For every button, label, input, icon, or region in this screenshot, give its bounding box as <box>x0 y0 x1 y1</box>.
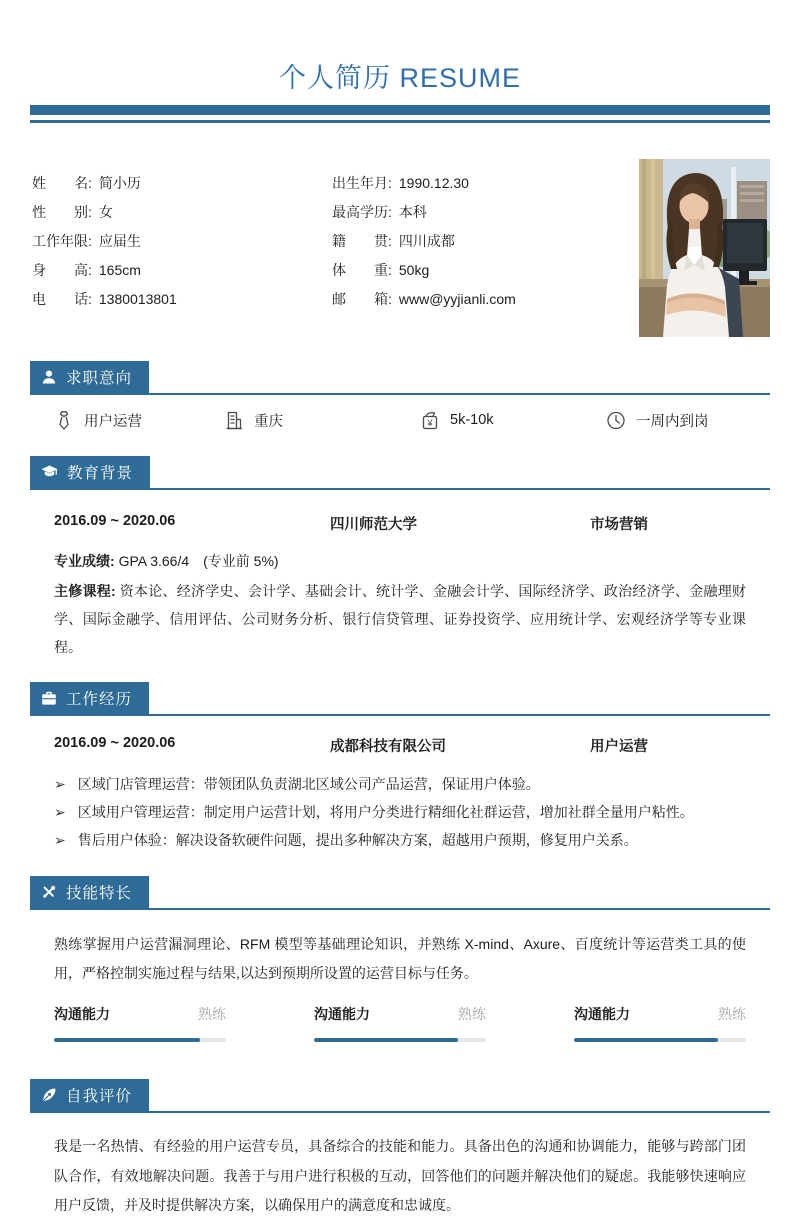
field-experience-years <box>32 227 332 256</box>
gpa-value: GPA 3.66/4 (专业前 5%) <box>118 552 279 569</box>
field-email-label: 邮 箱: <box>332 290 392 307</box>
personal-info <box>32 169 770 337</box>
title-divider-thick-bar <box>30 105 770 115</box>
skill-level: 熟练 <box>718 1005 746 1022</box>
field-experience-years-label: 工作年限: <box>32 232 92 249</box>
field-birthdate-label: 出生年月: <box>332 174 392 191</box>
field-gender <box>32 198 332 227</box>
work-bullet-list <box>54 770 746 854</box>
title-divider <box>30 105 770 123</box>
section-title-box <box>30 361 149 393</box>
education-major: 市场营销 <box>590 516 648 533</box>
skill-name: 沟通能力 <box>574 1005 630 1022</box>
job-intention-row <box>54 410 746 431</box>
tools-icon <box>41 884 57 900</box>
work-entry-row <box>54 735 746 756</box>
section-title: 工作经历 <box>66 690 133 708</box>
pen-icon <box>41 1087 57 1103</box>
field-hometown-label: 籍 贯: <box>332 232 392 249</box>
work-bullet-text: 售后用户体验：解决设备软硬件问题，提出多种解决方案，超越用户预期，修复用户关系。 <box>77 831 638 848</box>
field-height-value: 165cm <box>98 261 141 278</box>
title-divider-thin-bar <box>30 120 770 123</box>
page-title: 个人简历 RESUME <box>278 63 522 93</box>
section-title: 技能特长 <box>66 884 133 902</box>
gpa-label: 专业成绩: <box>54 552 115 569</box>
work-bullet-text: 区域用户管理运营：制定用户运营计划，将用户分类进行精细化社群运营，增加社群全量用户粘性。 <box>77 803 694 820</box>
skill-bar <box>54 1004 226 1043</box>
field-phone-value: 1380013801 <box>98 290 177 307</box>
skill-progress-track <box>574 1038 746 1043</box>
work-bullet-item <box>54 798 746 826</box>
education-period: 2016.09 ~ 2020.06 <box>54 512 176 529</box>
skill-bars <box>54 1004 746 1043</box>
field-email-value: www@yyjianli.com <box>398 290 516 307</box>
courses-text: 资本论、经济学史、会计学、基础会计、统计学、金融会计学、国际经济学、政治经济学、金融理财学、国际金融学、信用评估、公司财务分析、银行信贷管理、证券投资学、应用统计学、宏观经济学等专业课程。 <box>54 582 747 655</box>
work-company: 成都科技有限公司 <box>330 738 446 755</box>
intent-salary <box>420 410 606 431</box>
yuan-symbol: ¥ <box>427 417 433 428</box>
self-evaluation-text: 我是一名热情、有经验的用户运营专员，具备综合的技能和能力。具备出色的沟通和协调能力，能够与跨部门团队合作，有效地解决问题。我善于与用户进行积极的互动，回答他们的问题并解决他们的疑虑。我能够快速响应用户反馈，并及时提供解决方案，以确保用户的满意度和忠诚度。 <box>54 1138 746 1213</box>
education-school: 四川师范大学 <box>330 516 417 533</box>
field-degree-value: 本科 <box>398 203 427 220</box>
field-gender-label: 性 别: <box>32 203 92 220</box>
section-title-box <box>30 876 149 908</box>
skill-level: 熟练 <box>458 1005 486 1022</box>
field-name-label: 姓 名: <box>32 174 92 191</box>
field-name <box>32 169 332 198</box>
section-title: 求职意向 <box>66 369 133 387</box>
field-phone-label: 电 话: <box>32 290 92 307</box>
skill-progress-fill <box>54 1038 200 1043</box>
briefcase-icon <box>41 690 57 706</box>
intent-position <box>54 410 224 431</box>
work-bullet-item <box>54 826 746 854</box>
section-title: 教育背景 <box>67 464 134 482</box>
skill-progress-track <box>54 1038 226 1043</box>
skill-progress-fill <box>314 1038 458 1043</box>
arrow-bullet-icon: ➢ <box>54 775 66 792</box>
salary-icon <box>420 410 440 431</box>
intent-city-text: 重庆 <box>254 413 283 430</box>
skill-name: 沟通能力 <box>314 1005 370 1022</box>
profile-photo <box>639 159 770 337</box>
field-gender-value: 女 <box>98 203 113 220</box>
education-courses <box>54 577 746 661</box>
skill-progress-track <box>314 1038 486 1043</box>
section-title: 自我评价 <box>66 1088 133 1105</box>
work-period: 2016.09 ~ 2020.06 <box>54 734 176 751</box>
field-experience-years-value: 应届生 <box>98 232 141 249</box>
intent-availability <box>606 410 746 431</box>
skill-bar <box>574 1004 746 1043</box>
work-bullet-item <box>54 770 746 798</box>
field-email <box>332 285 632 314</box>
field-degree-label: 最高学历: <box>332 203 392 220</box>
building-icon <box>224 410 244 431</box>
clock-icon <box>606 410 626 431</box>
section-header-work <box>30 682 770 716</box>
field-hometown-value: 四川成都 <box>398 232 455 249</box>
section-title-box <box>30 1079 149 1111</box>
skill-level: 熟练 <box>198 1005 226 1022</box>
education-entry-row <box>54 513 746 534</box>
personal-info-left-column <box>32 169 332 337</box>
arrow-bullet-icon: ➢ <box>54 803 66 820</box>
field-birthdate-value: 1990.12.30 <box>398 174 469 191</box>
section-header-evaluation <box>30 1079 770 1113</box>
section-header-skills <box>30 876 770 910</box>
graduation-cap-icon <box>41 464 58 480</box>
intent-salary-text: 5k-10k <box>450 412 494 428</box>
personal-info-right-column <box>332 169 632 337</box>
field-weight-label: 体 重: <box>332 261 392 278</box>
field-degree <box>332 198 632 227</box>
intent-city <box>224 410 420 431</box>
education-gpa-line <box>54 550 746 572</box>
field-height-label: 身 高: <box>32 261 92 278</box>
field-phone <box>32 285 332 314</box>
necktie-icon <box>54 410 74 431</box>
skill-bar <box>314 1004 486 1043</box>
skill-name: 沟通能力 <box>54 1005 110 1022</box>
user-icon <box>41 369 57 385</box>
work-bullet-text: 区域门店管理运营：带领团队负责湖北区域公司产品运营，保证用户体验。 <box>77 775 540 792</box>
skills-description: 熟练掌握用户运营漏洞理论、RFM 模型等基础理论知识，并熟练 X-mind、Axure、百度统计等运营类工具的使用，严格控制实施过程与结果,以达到预期所设置的运营目标与任务。 <box>54 935 746 981</box>
field-hometown <box>332 227 632 256</box>
field-name-value: 简小历 <box>98 174 141 191</box>
courses-label: 主修课程: <box>54 582 116 599</box>
section-title-box <box>30 682 149 714</box>
field-weight-value: 50kg <box>398 261 430 278</box>
skill-progress-fill <box>574 1038 718 1043</box>
work-role: 用户运营 <box>590 738 648 755</box>
field-height <box>32 256 332 285</box>
field-birthdate <box>332 169 632 198</box>
section-header-job-intention <box>30 361 770 395</box>
section-title-box <box>30 456 150 488</box>
field-weight <box>332 256 632 285</box>
section-header-education <box>30 456 770 490</box>
arrow-bullet-icon: ➢ <box>54 831 66 848</box>
intent-position-text: 用户运营 <box>84 413 142 430</box>
intent-availability-text: 一周内到岗 <box>636 413 709 430</box>
